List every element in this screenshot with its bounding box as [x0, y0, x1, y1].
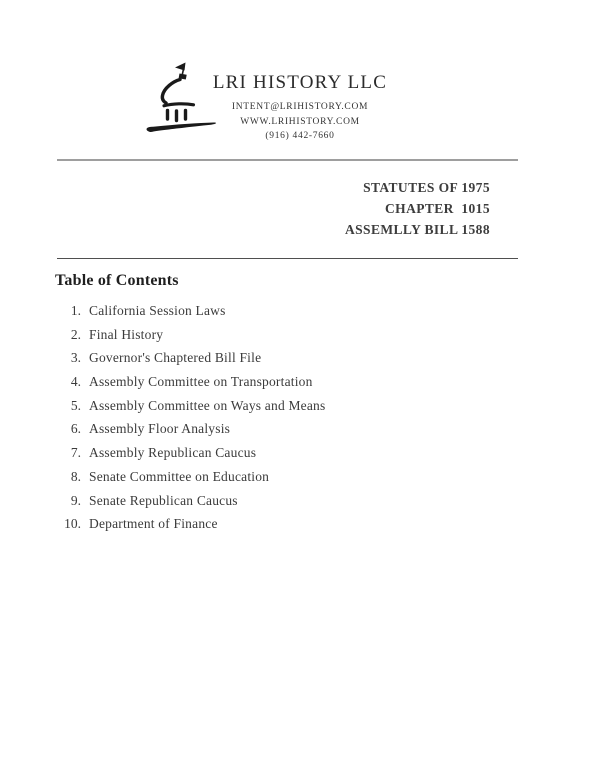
toc-item-number: 4.	[70, 374, 81, 390]
letterhead	[180, 72, 420, 144]
case-caption	[345, 177, 490, 240]
email-text: INTENT@LRIHISTORY.COM	[231, 102, 369, 112]
statutes-line: STATUTES OF 1975	[363, 180, 490, 195]
toc-item	[55, 465, 325, 489]
toc-item	[55, 417, 325, 441]
toc-item-label: Governor's Chaptered Bill File	[89, 350, 262, 366]
phone-text: (916) 442-7660	[265, 131, 335, 141]
toc-item-number: 5.	[70, 397, 81, 413]
toc-item-label: Senate Republican Caucus	[89, 492, 238, 508]
toc-item-label: Final History	[89, 326, 164, 342]
toc-item-number: 6.	[70, 421, 81, 437]
company-name: LRI HISTORY LLC	[212, 72, 388, 93]
toc-item-number: 8.	[70, 468, 81, 484]
toc-item-label: Assembly Floor Analysis	[89, 421, 231, 437]
toc-item-number: 3.	[70, 350, 81, 366]
toc-item	[55, 370, 325, 394]
toc-title: Table of Contents	[55, 272, 179, 289]
toc-item-number: 7.	[70, 445, 81, 461]
toc-item-label: Assembly Republican Caucus	[89, 445, 257, 461]
toc-item-label: Department of Finance	[89, 516, 218, 532]
toc-item	[55, 512, 325, 536]
toc-item-number: 9.	[70, 492, 81, 508]
toc-item-label: Assembly Committee on Transportation	[89, 374, 313, 390]
toc-item-label: California Session Laws	[89, 303, 226, 318]
toc-item-number: 1.	[70, 303, 81, 318]
toc-item	[55, 394, 325, 418]
toc-item	[55, 441, 325, 465]
toc-item-label: Senate Committee on Education	[89, 468, 270, 484]
toc-item-number: 10.	[64, 516, 81, 532]
toc-item	[55, 489, 325, 513]
toc-item	[55, 346, 325, 370]
horizontal-rule-bottom	[57, 258, 518, 259]
assembly-bill-line: ASSEMLLY BILL 1588	[344, 222, 490, 237]
horizontal-rule-top	[57, 159, 518, 161]
toc-item	[55, 323, 325, 347]
website-text: WWW.LRIHISTORY.COM	[240, 116, 360, 127]
toc-item-label: Assembly Committee on Ways and Means	[89, 397, 326, 413]
chapter-line: CHAPTER 1015	[385, 201, 490, 216]
toc-item-number: 2.	[70, 326, 81, 342]
toc-list	[55, 299, 325, 536]
toc-item	[55, 299, 325, 323]
